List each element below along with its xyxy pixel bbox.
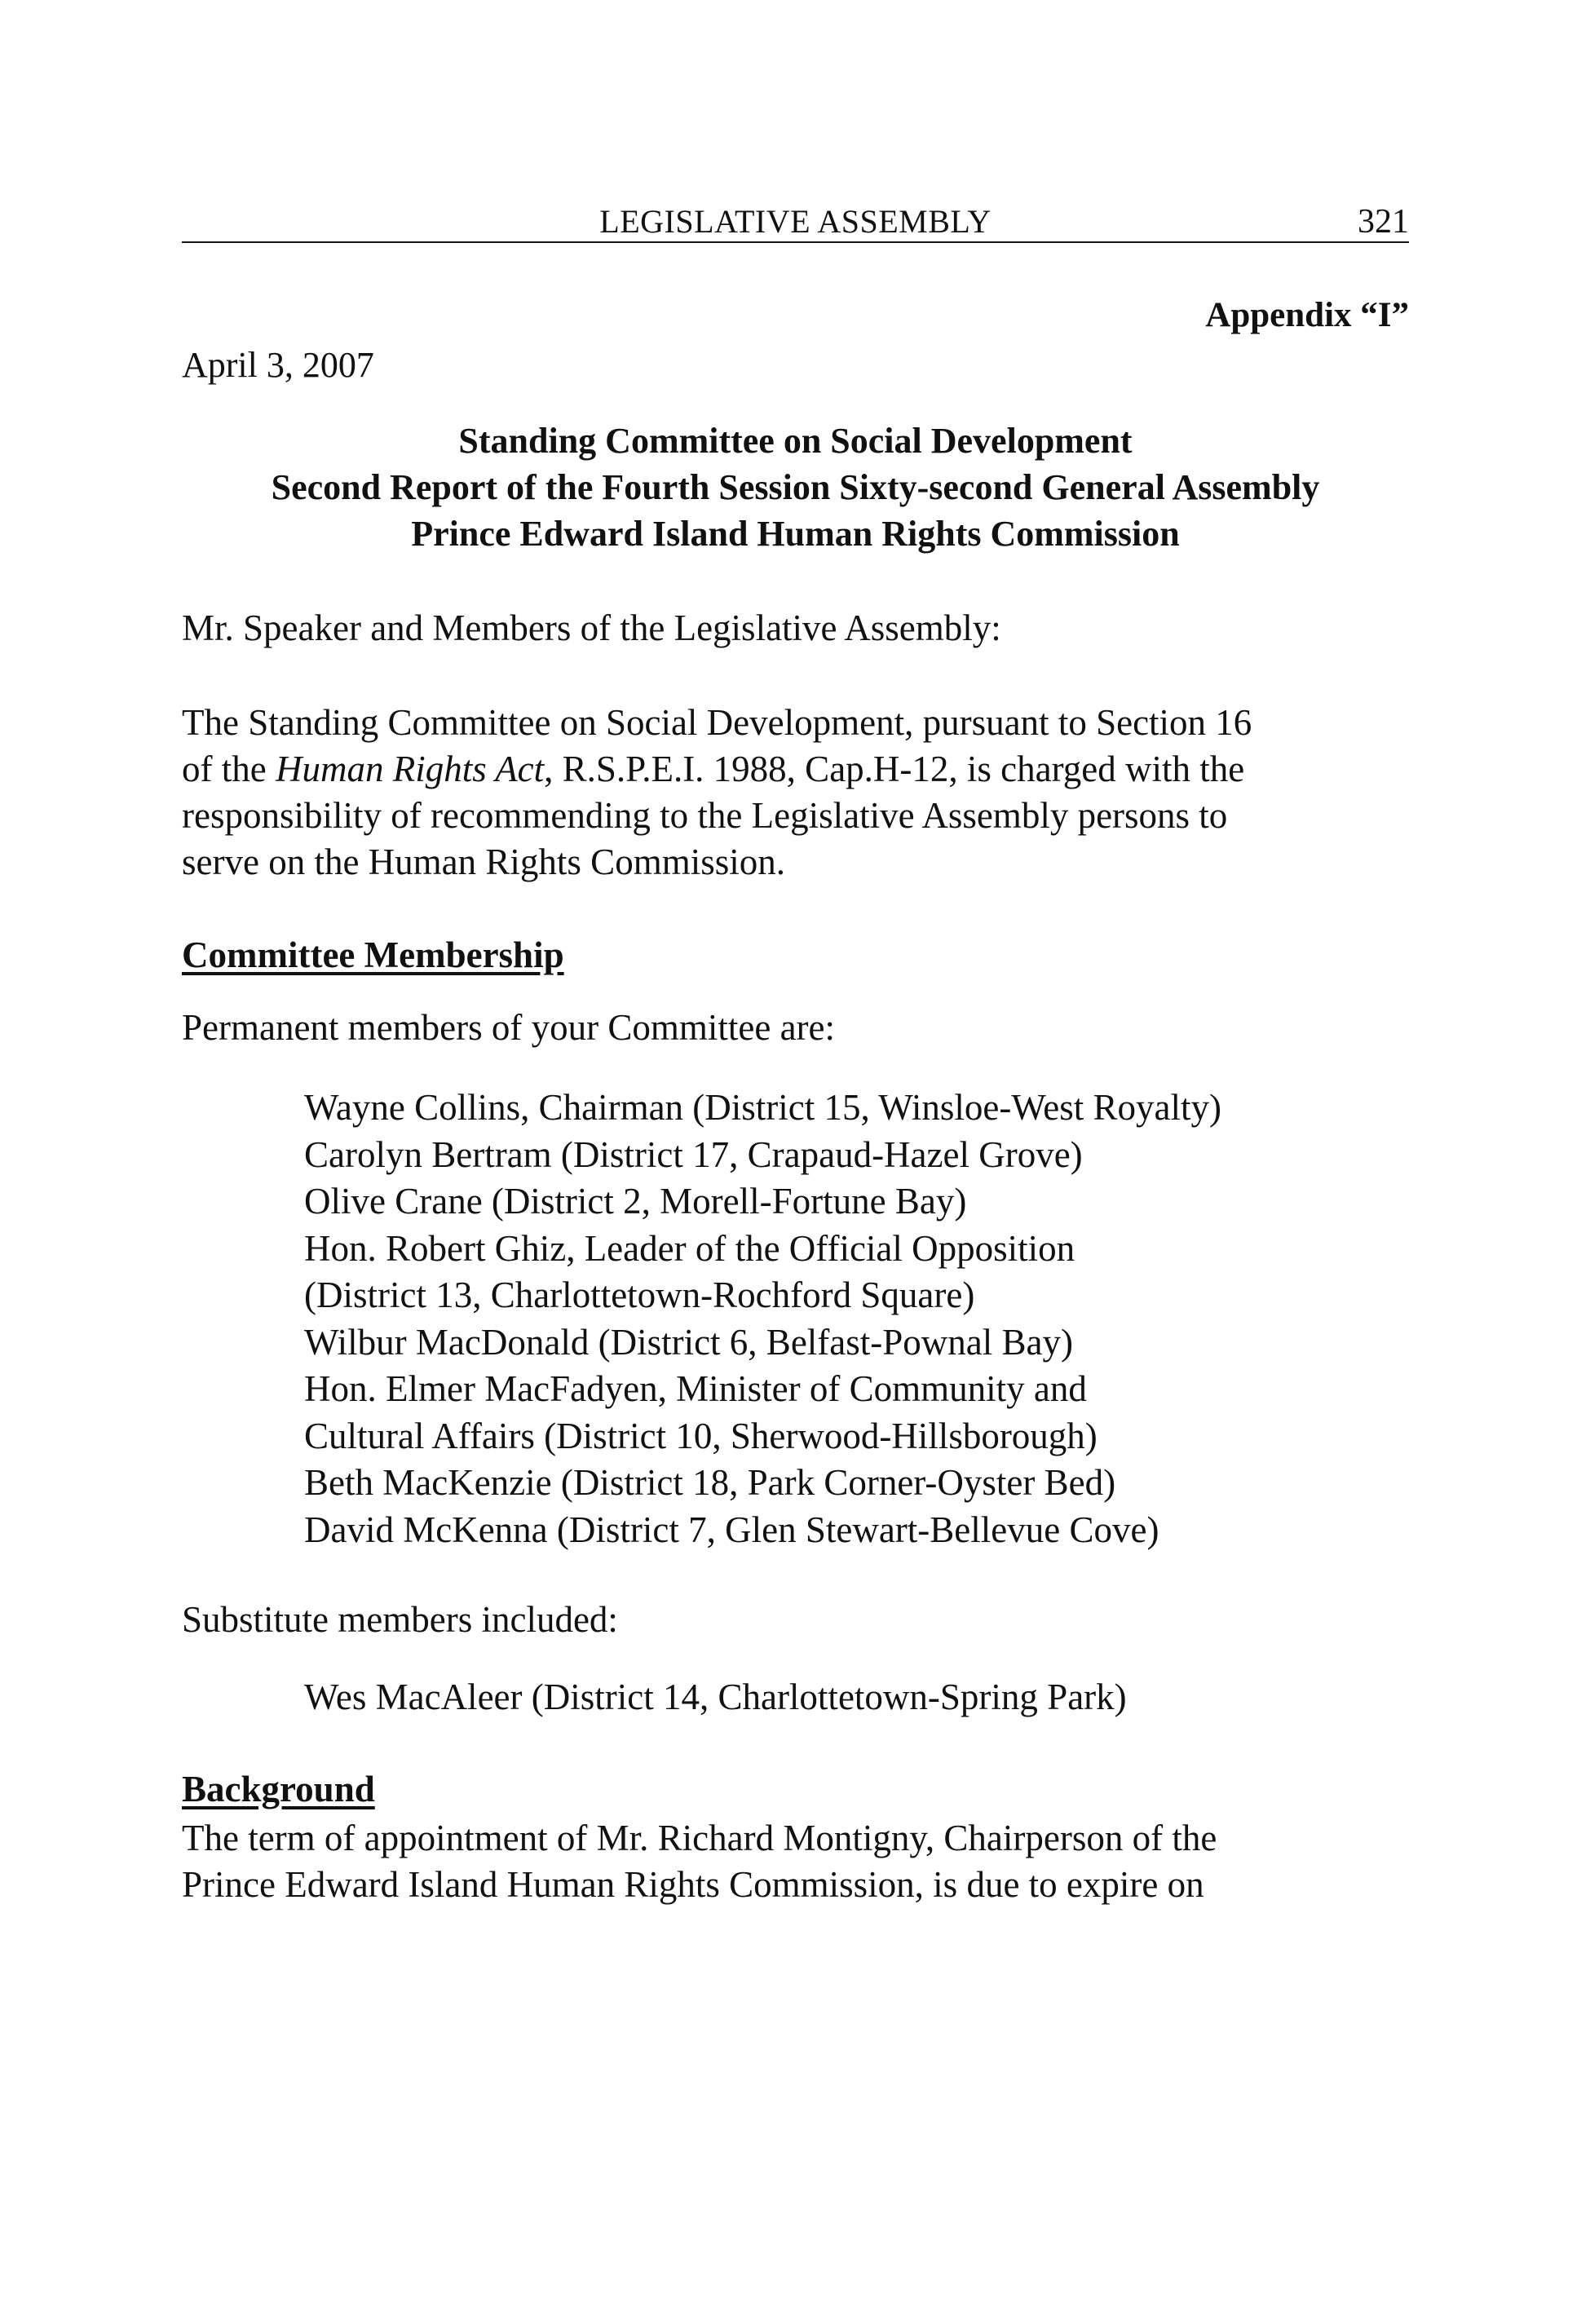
- member-line: Olive Crane (District 2, Morell-Fortune Bay): [304, 1181, 967, 1222]
- substitute-members-list: [304, 1674, 1127, 1721]
- running-title: LEGISLATIVE ASSEMBLY: [599, 203, 992, 240]
- text-run: , R.S.P.E.I. 1988, Cap.H-12, is charged with the: [544, 749, 1245, 789]
- report-title-line: Prince Edward Island Human Rights Commission: [411, 514, 1180, 554]
- member-line: Wayne Collins, Chairman (District 15, Winsloe-West Royalty): [304, 1087, 1221, 1128]
- member-line: Hon. Elmer MacFadyen, Minister of Community and: [304, 1368, 1087, 1409]
- permanent-members-intro: Permanent members of your Committee are:: [182, 1007, 836, 1048]
- member-line: Cultural Affairs (District 10, Sherwood-Hillsborough): [304, 1415, 1098, 1456]
- act-title: Human Rights Act: [275, 749, 545, 789]
- member-line: David McKenna (District 7, Glen Stewart-Bellevue Cove): [304, 1509, 1159, 1550]
- background-heading: Background: [182, 1769, 375, 1809]
- member-line: Beth MacKenzie (District 18, Park Corner-Oyster Bed): [304, 1462, 1116, 1503]
- report-date: April 3, 2007: [182, 345, 374, 385]
- background-paragraph: [182, 1815, 1217, 1908]
- report-title-line: Standing Committee on Social Development: [458, 421, 1133, 461]
- salutation: Mr. Speaker and Members of the Legislative Assembly:: [182, 608, 1001, 648]
- report-title: [182, 418, 1409, 557]
- paragraph-line: The Standing Committee on Social Development, pursuant to Section 16: [182, 702, 1252, 743]
- member-line: (District 13, Charlottetown-Rochford Square): [304, 1275, 975, 1315]
- paragraph-line: [182, 746, 1252, 793]
- page-number: 321: [1358, 203, 1409, 241]
- paragraph-line: The term of appointment of Mr. Richard Montigny, Chairperson of the: [182, 1818, 1217, 1858]
- committee-membership-heading: Committee Membership: [182, 934, 564, 975]
- member-line: Wilbur MacDonald (District 6, Belfast-Pownal Bay): [304, 1321, 1073, 1363]
- running-header: [182, 202, 1409, 243]
- substitute-members-intro: Substitute members included:: [182, 1599, 618, 1640]
- member-line: Carolyn Bertram (District 17, Crapaud-Hazel Grove): [304, 1133, 1083, 1175]
- member-line: Hon. Robert Ghiz, Leader of the Official Opposition: [304, 1227, 1075, 1269]
- permanent-members-list: [304, 1085, 1221, 1553]
- appendix-label: Appendix “I”: [1205, 296, 1409, 334]
- intro-paragraph: [182, 700, 1252, 886]
- report-title-line: Second Report of the Fourth Session Sixty-second General Assembly: [271, 467, 1320, 507]
- text-run: of the: [182, 749, 276, 789]
- paragraph-line: responsibility of recommending to the Legislative Assembly persons to: [182, 795, 1228, 836]
- paragraph-line: Prince Edward Island Human Rights Commission, is due to expire on: [182, 1864, 1204, 1905]
- member-line: Wes MacAleer (District 14, Charlottetown-Spring Park): [304, 1677, 1127, 1717]
- paragraph-line: serve on the Human Rights Commission.: [182, 842, 785, 882]
